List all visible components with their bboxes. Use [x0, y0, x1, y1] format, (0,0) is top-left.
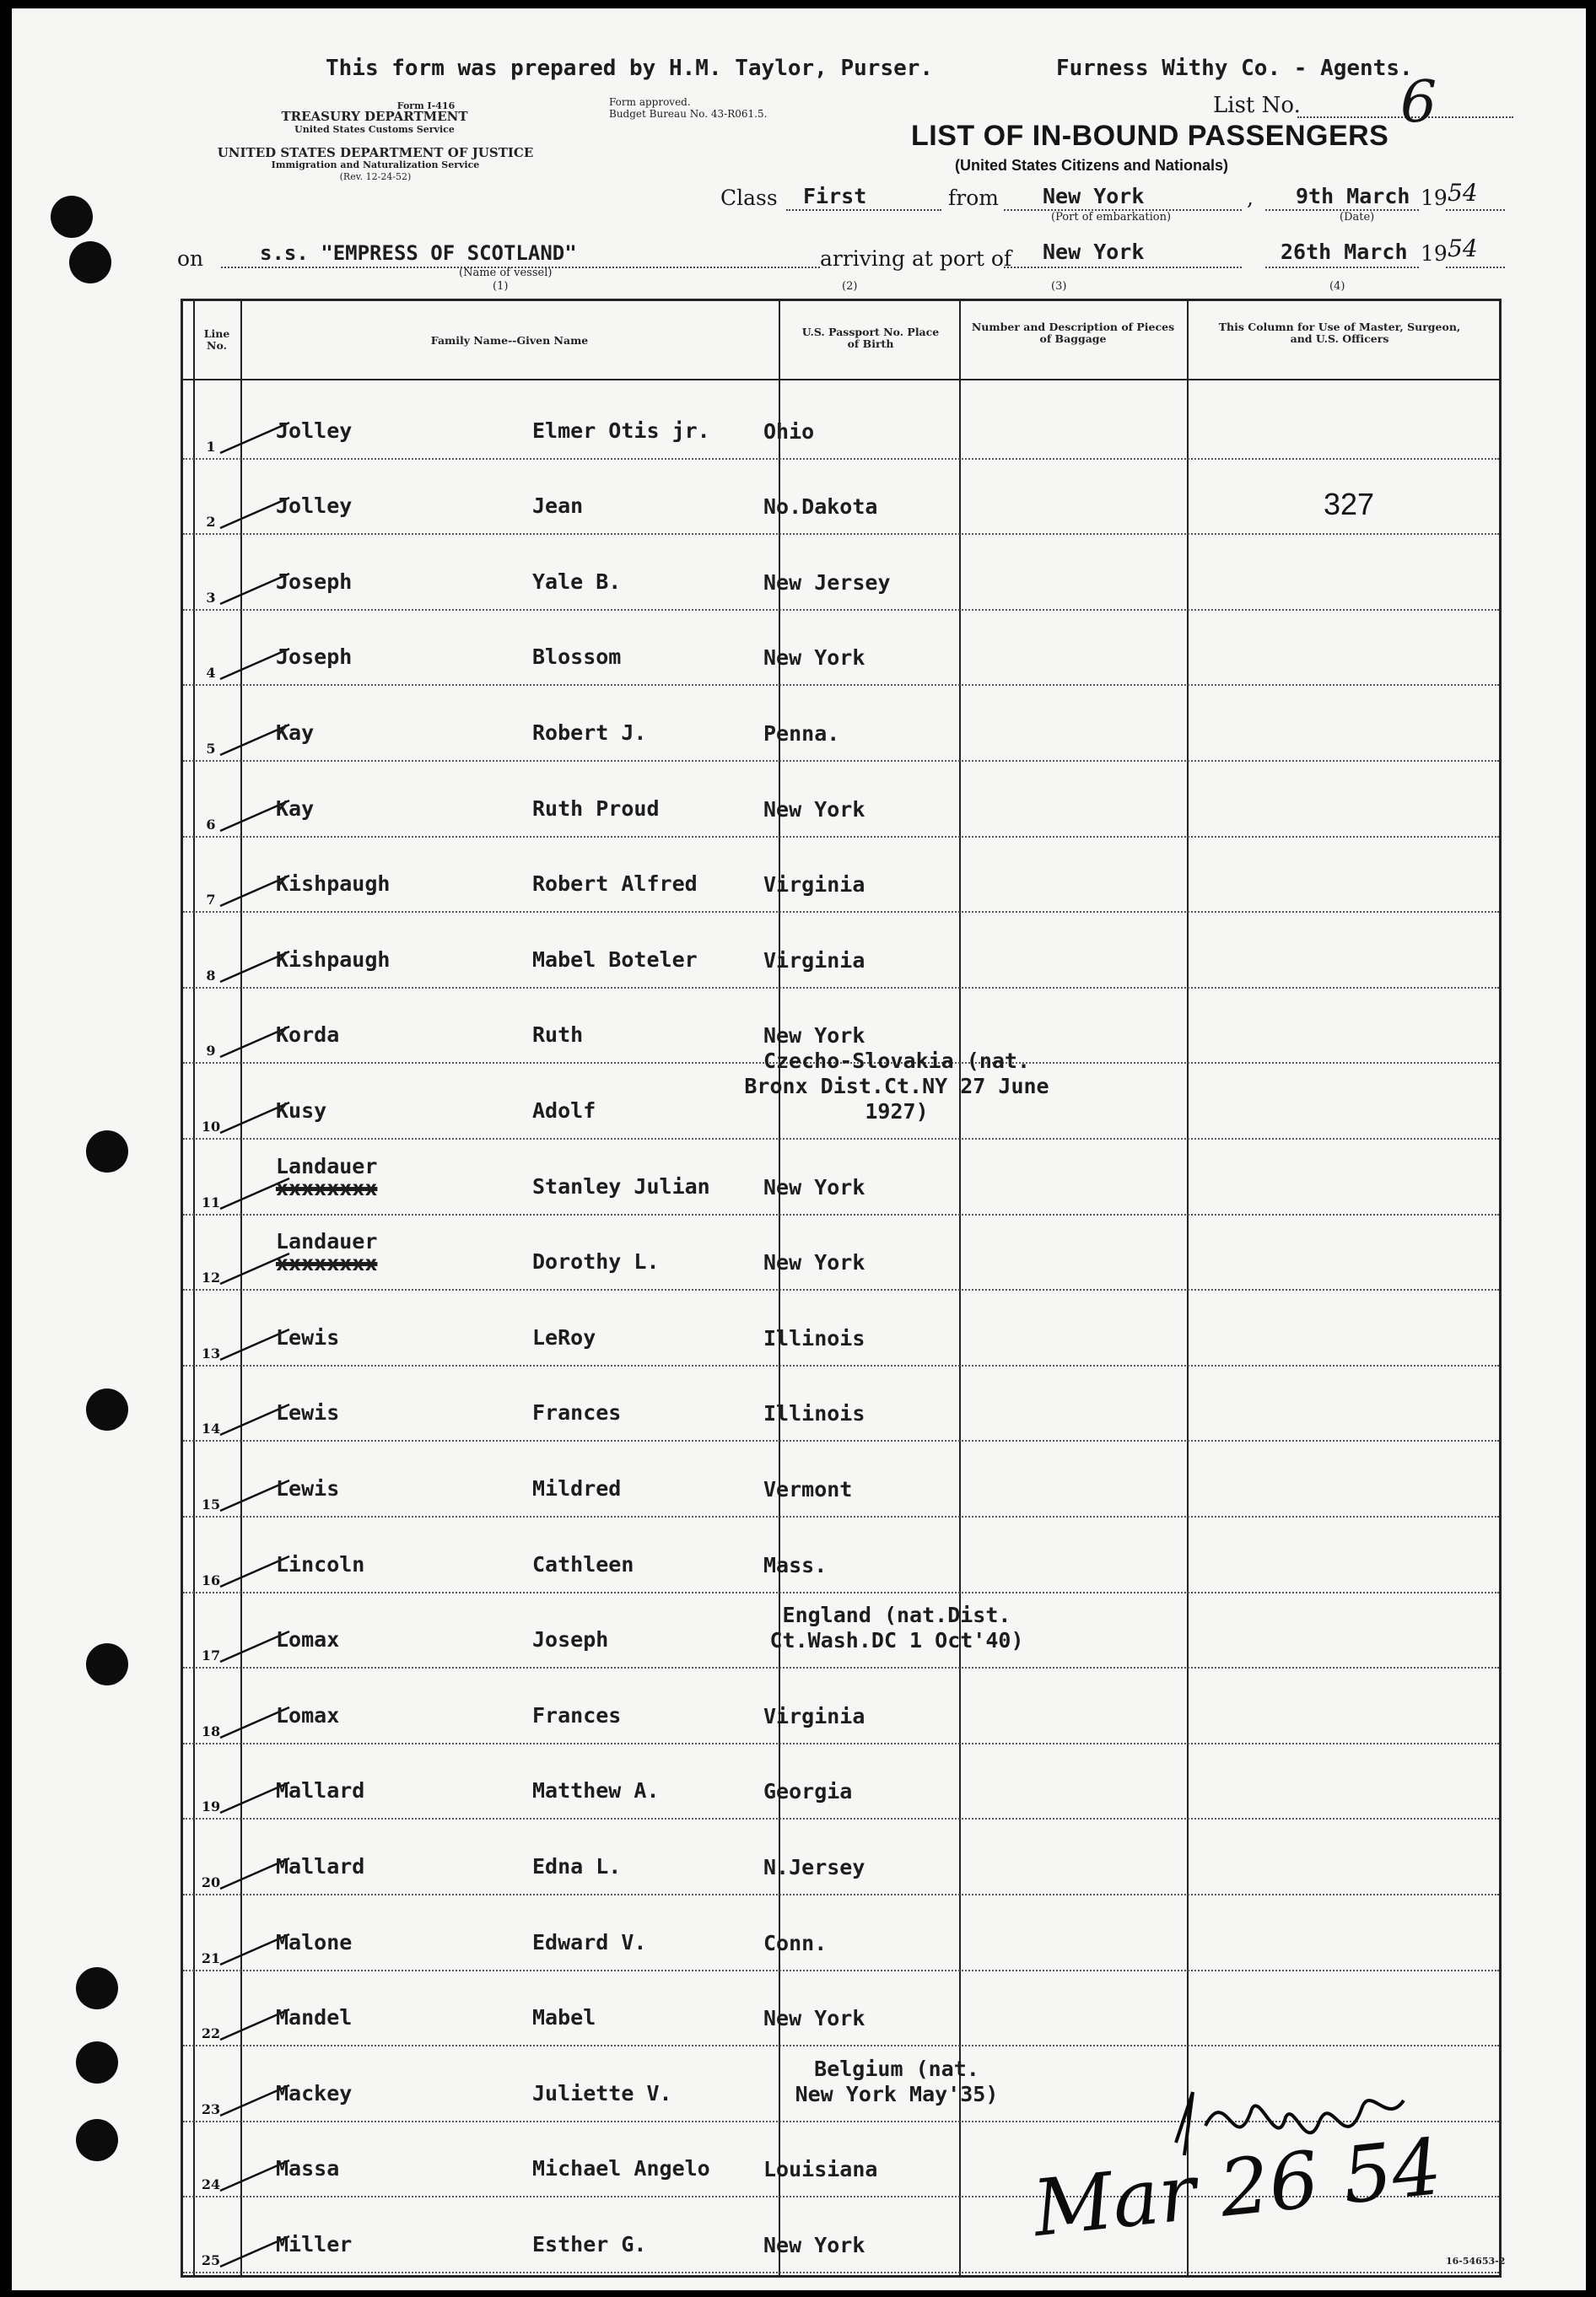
form-subtitle: (United States Citizens and Nationals) [955, 157, 1229, 174]
column-ref-4: (4) [1329, 280, 1345, 293]
given-name: Michael Angelo [532, 2156, 710, 2181]
given-name: Elmer Otis jr. [532, 418, 710, 443]
given-name: Robert Alfred [532, 871, 698, 897]
date-stamp: Mar 26 54 [1028, 2121, 1446, 2255]
table-row [183, 1216, 1499, 1291]
punch-hole [86, 1388, 128, 1431]
line-number: 15 [201, 1496, 221, 1512]
line-number: 4 [206, 665, 216, 682]
given-name: Edward V. [532, 1929, 647, 1955]
table-row [183, 762, 1499, 838]
family-name: Malone [276, 1929, 353, 1955]
given-name: Joseph [532, 1627, 609, 1653]
form-approved: Form approved. [609, 96, 691, 108]
family-name: Mallard [276, 1778, 365, 1804]
place-of-birth: New Jersey [763, 569, 891, 595]
family-name: Lomax [276, 1627, 340, 1653]
given-name: Blossom [532, 644, 622, 670]
given-name: Mildred [532, 1475, 622, 1501]
arrival-year: 54 [1448, 235, 1478, 262]
punch-hole [86, 1130, 128, 1173]
date-comma: , [1247, 186, 1254, 210]
line-number: 12 [201, 1270, 221, 1286]
place-of-birth [736, 1049, 1057, 1124]
place-of-birth [736, 1603, 1057, 1653]
place-of-birth: Conn. [763, 1930, 828, 1955]
family-name: Lewis [276, 1475, 340, 1501]
place-of-birth: Penna. [763, 720, 840, 746]
date-value: 9th March [1296, 184, 1410, 208]
budget-bureau: Budget Bureau No. 43-R061.5. [609, 108, 768, 120]
on-label: on [177, 246, 204, 271]
family-name: Lewis [276, 1324, 340, 1350]
place-of-birth: New York [763, 1174, 865, 1200]
arriving-line [1004, 267, 1242, 268]
given-name: Frances [532, 1702, 622, 1728]
place-of-birth: Vermont [763, 1476, 853, 1502]
header-divider [183, 379, 1499, 380]
line-number: 21 [201, 1949, 221, 1966]
family-name: Kay [276, 795, 315, 821]
table-row [183, 384, 1499, 460]
punch-hole [76, 2041, 118, 2084]
family-name: Mackey [276, 2080, 353, 2106]
line-number: 13 [201, 1345, 221, 1361]
family-name: Massa [276, 2156, 340, 2181]
table-row [183, 686, 1499, 762]
given-name: Mabel [532, 2005, 596, 2030]
given-name: Dorothy L. [532, 1249, 660, 1275]
punch-hole [51, 196, 93, 238]
from-value: New York [1043, 184, 1145, 208]
arrival-date: 26th March [1281, 240, 1408, 264]
line-number: 18 [201, 1723, 221, 1739]
list-no-label: List No. [1213, 93, 1301, 118]
arrival-date-line [1265, 267, 1419, 268]
family-name-struck: xxxxxxxx [276, 1251, 378, 1276]
arriving-label: arriving at port of [820, 246, 1012, 271]
line-number: 11 [201, 1194, 221, 1211]
place-line: Belgium (nat. [814, 2056, 979, 2081]
date-year: 54 [1448, 179, 1478, 207]
line-number: 17 [201, 1647, 221, 1664]
place-of-birth: Illinois [763, 1401, 865, 1426]
given-name: Frances [532, 1400, 622, 1426]
table-row [183, 1971, 1499, 2047]
table-row [183, 1744, 1499, 1820]
place-of-birth [736, 2057, 1057, 2107]
table-row [183, 535, 1499, 611]
place-line: Ct.Wash.DC 1 Oct'40) [769, 1628, 1024, 1653]
family-name: Joseph [276, 569, 353, 594]
given-name: Edna L. [532, 1853, 622, 1879]
form-number: Form I-416 [396, 100, 456, 111]
place-of-birth: Louisiana [763, 2157, 878, 2182]
table-row [183, 838, 1499, 914]
place-of-birth: Ohio [763, 418, 815, 444]
family-name: Jolley [276, 418, 353, 443]
family-name: Joseph [276, 644, 353, 670]
family-name: Mallard [276, 1853, 365, 1879]
given-name: Jean [532, 493, 584, 519]
given-name: Esther G. [532, 2231, 647, 2257]
column-ref-2: (2) [842, 280, 858, 293]
date-caption: (Date) [1340, 211, 1375, 224]
family-name: Lincoln [276, 1551, 365, 1577]
family-name: Kusy [276, 1097, 327, 1123]
given-name: Stanley Julian [532, 1173, 710, 1199]
table-row [183, 1593, 1499, 1669]
date-year-line [1446, 209, 1505, 211]
family-name: Lewis [276, 1400, 340, 1426]
row-rule [183, 2272, 1499, 2273]
from-label: from [948, 186, 999, 210]
line-number: 2 [206, 514, 216, 531]
given-name: LeRoy [532, 1324, 596, 1350]
place-of-birth: Illinois [763, 1325, 865, 1351]
line-number: 20 [201, 1874, 221, 1890]
manifest-page [12, 8, 1586, 2290]
line-number: 3 [206, 589, 216, 606]
date-year-prefix: 19 [1421, 186, 1448, 210]
form-revision: (Rev. 12-24-52) [339, 171, 412, 182]
family-name: Kay [276, 720, 315, 745]
place-of-birth: Georgia [763, 1779, 853, 1804]
family-name: Korda [276, 1022, 340, 1048]
place-of-birth: New York [763, 796, 865, 822]
immigration-service: Immigration and Naturalization Service [271, 159, 480, 170]
given-name: Matthew A. [532, 1778, 660, 1804]
family-name: Lomax [276, 1702, 340, 1728]
header-line-no: Line No. [203, 327, 230, 352]
family-name: Miller [276, 2231, 353, 2257]
vessel-value: s.s. "EMPRESS OF SCOTLAND" [260, 241, 577, 265]
place-of-birth: N.Jersey [763, 1854, 865, 1879]
table-row [183, 611, 1499, 687]
line-number: 19 [201, 1798, 221, 1815]
place-of-birth: Virginia [763, 947, 865, 973]
given-name: Ruth Proud [532, 795, 660, 821]
family-name: Kishpaugh [276, 946, 391, 972]
given-name: Yale B. [532, 569, 622, 594]
table-row [183, 1048, 1499, 1140]
header-officers: This Column for Use of Master, Surgeon, and U.S. Officers [1218, 321, 1461, 345]
line-number: 25 [201, 2251, 221, 2268]
punch-hole [76, 2119, 118, 2161]
footer-code: 16-54653-2 [1446, 2256, 1506, 2267]
table-row [183, 913, 1499, 989]
place-of-birth: New York [763, 1250, 865, 1275]
place-of-birth: No.Dakota [763, 494, 878, 520]
table-row [183, 1669, 1499, 1744]
given-name: Juliette V. [532, 2080, 672, 2106]
line-number: 24 [201, 2176, 221, 2193]
column-ref-3: (3) [1051, 280, 1067, 293]
place-of-birth: New York [763, 1023, 865, 1049]
from-caption: (Port of embarkation) [1051, 211, 1172, 224]
punch-hole [86, 1643, 128, 1685]
given-name: Cathleen [532, 1551, 634, 1577]
family-name-struck: xxxxxxxx [276, 1175, 378, 1200]
line-number: 6 [206, 816, 216, 833]
given-name: Mabel Boteler [532, 946, 698, 972]
arrival-year-prefix: 19 [1421, 241, 1448, 266]
line-number: 14 [201, 1421, 221, 1437]
line-number: 1 [206, 438, 216, 455]
place-of-birth: Virginia [763, 872, 865, 898]
header-baggage: Number and Description of Pieces of Baggage [971, 321, 1175, 345]
class-line [786, 209, 941, 211]
customs-service: United States Customs Service [294, 124, 455, 135]
form-title: LIST OF IN-BOUND PASSENGERS [911, 120, 1389, 152]
family-name: Landauer [276, 1153, 378, 1178]
family-name: Kishpaugh [276, 871, 391, 897]
table-row [183, 460, 1499, 536]
passenger-table [181, 299, 1502, 2278]
given-name: Ruth [532, 1022, 584, 1048]
agents: Furness Withy Co. - Agents. [1056, 56, 1413, 81]
place-line: England (nat.Dist. [782, 1603, 1011, 1628]
place-line: 1927) [865, 1098, 929, 1124]
family-name: Jolley [276, 493, 353, 519]
class-label: Class [720, 186, 778, 210]
given-name: Adolf [532, 1097, 596, 1123]
place-of-birth: Mass. [763, 1552, 828, 1577]
place-of-birth: New York [763, 2006, 865, 2031]
table-row [183, 1895, 1499, 1971]
line-number: 5 [206, 740, 216, 757]
line-number: 22 [201, 2025, 221, 2042]
treasury-department: TREASURY DEPARTMENT [281, 109, 468, 124]
place-of-birth: Virginia [763, 1703, 865, 1728]
place-of-birth: New York [763, 2232, 865, 2257]
line-number: 8 [206, 967, 216, 984]
punch-hole [69, 241, 111, 283]
place-line: Bronx Dist.Ct.NY 27 June [744, 1073, 1049, 1098]
header-passport: U.S. Passport No. Place of Birth [801, 326, 940, 350]
line-number: 16 [201, 1572, 221, 1588]
arrival-year-line [1446, 267, 1505, 268]
column-ref-1: (1) [493, 280, 509, 293]
table-row [183, 1140, 1499, 1216]
line-number: 9 [206, 1043, 216, 1060]
given-name: Robert J. [532, 720, 647, 745]
table-row [183, 1518, 1499, 1593]
line-number: 7 [206, 892, 216, 909]
family-name: Landauer [276, 1229, 378, 1254]
punch-hole [76, 1967, 118, 2009]
place-line: Czecho-Slovakia (nat. [763, 1048, 1031, 1073]
table-row [183, 1820, 1499, 1895]
prepared-by: This form was prepared by H.M. Taylor, Purser. [326, 56, 934, 81]
table-row [183, 1442, 1499, 1518]
class-value: First [803, 184, 867, 208]
list-no-value: 6 [1400, 69, 1437, 136]
table-row [183, 1367, 1499, 1442]
table-row [183, 1291, 1499, 1367]
place-line: New York May'35) [795, 2081, 999, 2106]
line-number: 10 [201, 1118, 221, 1135]
officer-annotation: 327 [1324, 487, 1375, 521]
line-number: 23 [201, 2100, 221, 2117]
arriving-value: New York [1043, 240, 1145, 264]
vessel-caption: (Name of vessel) [459, 267, 553, 279]
header-name: Family Name--Given Name [430, 334, 589, 347]
department-of-justice: UNITED STATES DEPARTMENT OF JUSTICE [217, 145, 534, 160]
place-of-birth: New York [763, 645, 865, 671]
family-name: Mandel [276, 2005, 353, 2030]
